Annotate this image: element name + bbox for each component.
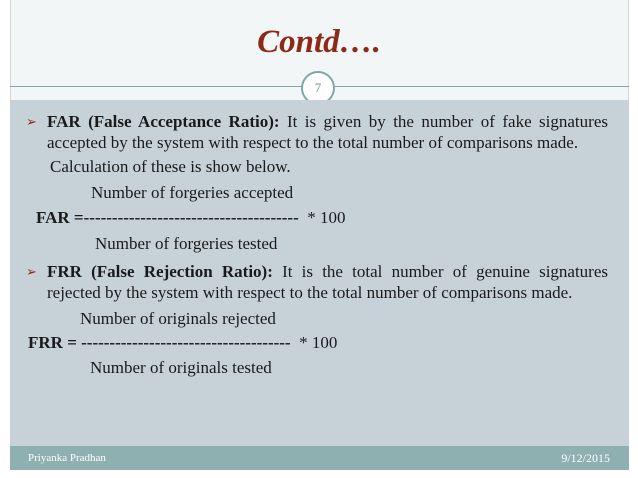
far-formula-label: FAR =	[36, 208, 84, 227]
far-numerator: Number of forgeries accepted	[91, 183, 294, 202]
bullet-arrow-icon: ➢	[26, 114, 37, 129]
frr-formula-label: FRR =	[28, 333, 82, 352]
far-term: FAR (False Acceptance Ratio):	[47, 112, 280, 131]
frr-definition-line2: rejected by the system with respect to the total number of comparisons made.	[47, 283, 573, 302]
frr-definition-text: It is the total number of genuine signatures	[272, 262, 609, 281]
far-denominator: Number of forgeries tested	[95, 234, 278, 253]
far-formula-dashes: --------------------------------------	[83, 208, 299, 227]
frr-formula-dashes: -------------------------------------	[81, 333, 291, 352]
footer-author: Priyanka Pradhan	[28, 452, 106, 464]
far-definition-line2: accepted by the system with respect to the total number of comparisons made.	[47, 133, 579, 152]
frr-formula-multiplier: * 100	[299, 333, 338, 352]
slide-title: Contd….	[257, 24, 381, 60]
frr-definition-line1	[47, 262, 608, 282]
frr-formula	[28, 333, 337, 353]
far-definition-line1	[47, 112, 608, 132]
far-formula	[36, 208, 346, 228]
far-calc-note: Calculation of these is show below.	[50, 157, 291, 176]
far-definition-text: It is given by the number of fake signatures	[279, 112, 608, 131]
frr-term: FRR (False Rejection Ratio):	[47, 262, 273, 281]
frr-numerator: Number of originals rejected	[80, 309, 276, 328]
page-number-badge: 7	[301, 71, 335, 105]
frr-denominator: Number of originals tested	[90, 358, 272, 377]
footer-date: 9/12/2015	[561, 451, 610, 465]
far-formula-multiplier: * 100	[307, 208, 346, 227]
bullet-arrow-icon: ➢	[26, 264, 37, 279]
